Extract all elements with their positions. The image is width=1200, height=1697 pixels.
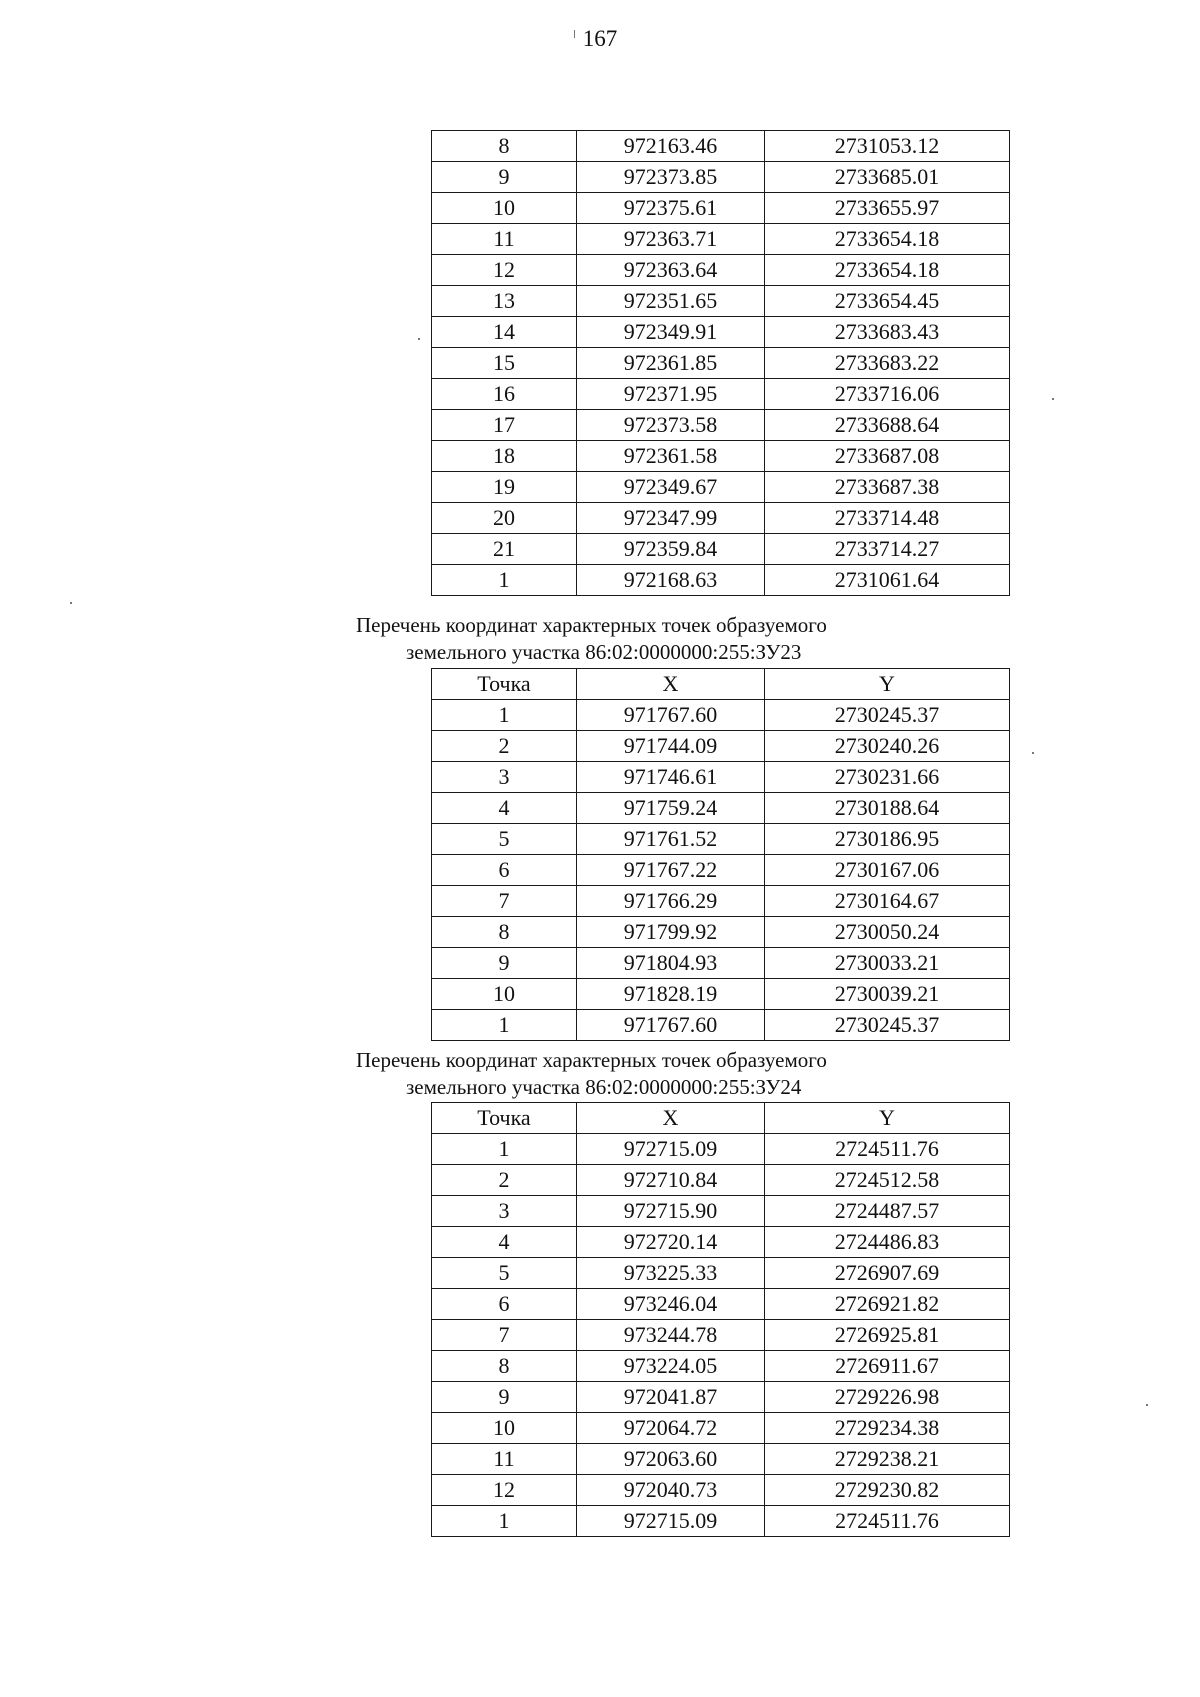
table-caption-line2: земельного участка 86:02:0000000:255:ЗУ23 (406, 640, 802, 664)
x-coordinate-cell: 971746.61 (577, 762, 765, 793)
x-coordinate-cell: 972349.67 (577, 472, 765, 503)
table-row (432, 979, 1010, 1010)
x-coordinate-cell: 972710.84 (577, 1165, 765, 1196)
scan-speck (574, 30, 575, 38)
y-coordinate-cell: 2733683.22 (765, 348, 1010, 379)
point-number-cell: 11 (432, 1444, 577, 1475)
point-number-cell: 1 (432, 700, 577, 731)
table-row (432, 1320, 1010, 1351)
column-header: Y (765, 669, 1010, 700)
x-coordinate-cell: 971767.22 (577, 855, 765, 886)
y-coordinate-cell: 2733687.38 (765, 472, 1010, 503)
scan-speck (1052, 398, 1054, 400)
y-coordinate-cell: 2729230.82 (765, 1475, 1010, 1506)
x-coordinate-cell: 971761.52 (577, 824, 765, 855)
y-coordinate-cell: 2726911.67 (765, 1351, 1010, 1382)
x-coordinate-cell: 971828.19 (577, 979, 765, 1010)
table-caption-line1: Перечень координат характерных точек образуемого (356, 613, 827, 637)
scan-speck (1146, 1404, 1148, 1406)
table-row (432, 1289, 1010, 1320)
y-coordinate-cell: 2724511.76 (765, 1506, 1010, 1537)
point-number-cell: 1 (432, 1010, 577, 1041)
table-row (432, 503, 1010, 534)
point-number-cell: 2 (432, 1165, 577, 1196)
y-coordinate-cell: 2729238.21 (765, 1444, 1010, 1475)
x-coordinate-cell: 971767.60 (577, 1010, 765, 1041)
x-coordinate-cell: 972168.63 (577, 565, 765, 596)
table-header (432, 669, 1010, 700)
x-coordinate-cell: 973224.05 (577, 1351, 765, 1382)
x-coordinate-cell: 972720.14 (577, 1227, 765, 1258)
point-number-cell: 5 (432, 1258, 577, 1289)
table-caption-line2: земельного участка 86:02:0000000:255:ЗУ24 (406, 1075, 802, 1099)
x-coordinate-cell: 972347.99 (577, 503, 765, 534)
point-number-cell: 13 (432, 286, 577, 317)
x-coordinate-cell: 972373.85 (577, 162, 765, 193)
y-coordinate-cell: 2724511.76 (765, 1134, 1010, 1165)
table-row (432, 1196, 1010, 1227)
point-number-cell: 21 (432, 534, 577, 565)
x-coordinate-cell: 972063.60 (577, 1444, 765, 1475)
point-number-cell: 6 (432, 855, 577, 886)
y-coordinate-cell: 2731061.64 (765, 565, 1010, 596)
table-row (432, 948, 1010, 979)
table-body (432, 700, 1010, 1041)
coordinates-table-continuation (431, 130, 1010, 596)
x-coordinate-cell: 972351.65 (577, 286, 765, 317)
table-row (432, 1165, 1010, 1196)
y-coordinate-cell: 2730033.21 (765, 948, 1010, 979)
y-coordinate-cell: 2729234.38 (765, 1413, 1010, 1444)
y-coordinate-cell: 2731053.12 (765, 131, 1010, 162)
table-row (432, 534, 1010, 565)
point-number-cell: 10 (432, 193, 577, 224)
x-coordinate-cell: 972715.09 (577, 1506, 765, 1537)
coordinates-table-zu23 (431, 668, 1010, 1041)
y-coordinate-cell: 2733655.97 (765, 193, 1010, 224)
table-caption-line1: Перечень координат характерных точек образуемого (356, 1048, 827, 1072)
point-number-cell: 10 (432, 979, 577, 1010)
y-coordinate-cell: 2733714.27 (765, 534, 1010, 565)
point-number-cell: 9 (432, 1382, 577, 1413)
y-coordinate-cell: 2726907.69 (765, 1258, 1010, 1289)
scan-speck (418, 338, 420, 340)
point-number-cell: 15 (432, 348, 577, 379)
table-body (432, 1134, 1010, 1537)
y-coordinate-cell: 2729226.98 (765, 1382, 1010, 1413)
table-row (432, 824, 1010, 855)
table-row (432, 1382, 1010, 1413)
table-row (432, 193, 1010, 224)
table-row (432, 286, 1010, 317)
table-body (432, 131, 1010, 596)
y-coordinate-cell: 2733654.45 (765, 286, 1010, 317)
point-number-cell: 4 (432, 793, 577, 824)
y-coordinate-cell: 2733685.01 (765, 162, 1010, 193)
point-number-cell: 1 (432, 1134, 577, 1165)
point-number-cell: 7 (432, 1320, 577, 1351)
point-number-cell: 9 (432, 162, 577, 193)
x-coordinate-cell: 971759.24 (577, 793, 765, 824)
x-coordinate-cell: 972715.90 (577, 1196, 765, 1227)
table-row (432, 348, 1010, 379)
table-row (432, 1475, 1010, 1506)
column-header: X (577, 1103, 765, 1134)
y-coordinate-cell: 2733716.06 (765, 379, 1010, 410)
table-header (432, 1103, 1010, 1134)
column-header: Y (765, 1103, 1010, 1134)
y-coordinate-cell: 2726925.81 (765, 1320, 1010, 1351)
point-number-cell: 17 (432, 410, 577, 441)
scan-speck (70, 602, 72, 604)
point-number-cell: 6 (432, 1289, 577, 1320)
table-row (432, 700, 1010, 731)
column-header: Точка (432, 1103, 577, 1134)
table-row (432, 1258, 1010, 1289)
x-coordinate-cell: 972363.64 (577, 255, 765, 286)
x-coordinate-cell: 971767.60 (577, 700, 765, 731)
x-coordinate-cell: 972373.58 (577, 410, 765, 441)
table-row (432, 917, 1010, 948)
x-coordinate-cell: 972363.71 (577, 224, 765, 255)
table-header-row (432, 669, 1010, 700)
table-row (432, 1413, 1010, 1444)
x-coordinate-cell: 971744.09 (577, 731, 765, 762)
point-number-cell: 16 (432, 379, 577, 410)
coordinates-table-zu24 (431, 1102, 1010, 1537)
table-row (432, 793, 1010, 824)
y-coordinate-cell: 2733688.64 (765, 410, 1010, 441)
x-coordinate-cell: 972361.85 (577, 348, 765, 379)
table-header-row (432, 1103, 1010, 1134)
point-number-cell: 8 (432, 917, 577, 948)
y-coordinate-cell: 2724512.58 (765, 1165, 1010, 1196)
table-row (432, 855, 1010, 886)
y-coordinate-cell: 2733714.48 (765, 503, 1010, 534)
y-coordinate-cell: 2730240.26 (765, 731, 1010, 762)
y-coordinate-cell: 2730186.95 (765, 824, 1010, 855)
table-row (432, 317, 1010, 348)
x-coordinate-cell: 973246.04 (577, 1289, 765, 1320)
point-number-cell: 7 (432, 886, 577, 917)
point-number-cell: 11 (432, 224, 577, 255)
point-number-cell: 18 (432, 441, 577, 472)
point-number-cell: 14 (432, 317, 577, 348)
point-number-cell: 9 (432, 948, 577, 979)
x-coordinate-cell: 973225.33 (577, 1258, 765, 1289)
table-row (432, 379, 1010, 410)
table-row (432, 1351, 1010, 1382)
table-row (432, 731, 1010, 762)
table-row (432, 224, 1010, 255)
y-coordinate-cell: 2730245.37 (765, 1010, 1010, 1041)
table-row (432, 886, 1010, 917)
y-coordinate-cell: 2730231.66 (765, 762, 1010, 793)
y-coordinate-cell: 2730050.24 (765, 917, 1010, 948)
y-coordinate-cell: 2733687.08 (765, 441, 1010, 472)
x-coordinate-cell: 972040.73 (577, 1475, 765, 1506)
point-number-cell: 8 (432, 131, 577, 162)
x-coordinate-cell: 972361.58 (577, 441, 765, 472)
point-number-cell: 3 (432, 762, 577, 793)
y-coordinate-cell: 2733683.43 (765, 317, 1010, 348)
x-coordinate-cell: 972163.46 (577, 131, 765, 162)
point-number-cell: 5 (432, 824, 577, 855)
y-coordinate-cell: 2730188.64 (765, 793, 1010, 824)
table-row (432, 1444, 1010, 1475)
table-row (432, 162, 1010, 193)
y-coordinate-cell: 2733654.18 (765, 255, 1010, 286)
y-coordinate-cell: 2730167.06 (765, 855, 1010, 886)
x-coordinate-cell: 971799.92 (577, 917, 765, 948)
y-coordinate-cell: 2730245.37 (765, 700, 1010, 731)
table-row (432, 1134, 1010, 1165)
x-coordinate-cell: 972041.87 (577, 1382, 765, 1413)
y-coordinate-cell: 2730164.67 (765, 886, 1010, 917)
table-row (432, 131, 1010, 162)
scan-speck (1032, 752, 1034, 754)
column-header: Точка (432, 669, 577, 700)
point-number-cell: 1 (432, 565, 577, 596)
point-number-cell: 4 (432, 1227, 577, 1258)
table-row (432, 565, 1010, 596)
x-coordinate-cell: 972371.95 (577, 379, 765, 410)
page-number: 167 (582, 26, 618, 51)
table-row (432, 410, 1010, 441)
y-coordinate-cell: 2730039.21 (765, 979, 1010, 1010)
x-coordinate-cell: 973244.78 (577, 1320, 765, 1351)
y-coordinate-cell: 2726921.82 (765, 1289, 1010, 1320)
table-row (432, 1506, 1010, 1537)
point-number-cell: 12 (432, 255, 577, 286)
point-number-cell: 20 (432, 503, 577, 534)
point-number-cell: 19 (432, 472, 577, 503)
table-row (432, 762, 1010, 793)
y-coordinate-cell: 2724487.57 (765, 1196, 1010, 1227)
table-row (432, 441, 1010, 472)
point-number-cell: 2 (432, 731, 577, 762)
column-header: X (577, 669, 765, 700)
x-coordinate-cell: 971804.93 (577, 948, 765, 979)
y-coordinate-cell: 2733654.18 (765, 224, 1010, 255)
point-number-cell: 1 (432, 1506, 577, 1537)
point-number-cell: 12 (432, 1475, 577, 1506)
point-number-cell: 3 (432, 1196, 577, 1227)
x-coordinate-cell: 972064.72 (577, 1413, 765, 1444)
point-number-cell: 10 (432, 1413, 577, 1444)
table-row (432, 472, 1010, 503)
table-row (432, 1010, 1010, 1041)
x-coordinate-cell: 972375.61 (577, 193, 765, 224)
table-row (432, 1227, 1010, 1258)
x-coordinate-cell: 972715.09 (577, 1134, 765, 1165)
x-coordinate-cell: 972349.91 (577, 317, 765, 348)
y-coordinate-cell: 2724486.83 (765, 1227, 1010, 1258)
table-row (432, 255, 1010, 286)
x-coordinate-cell: 972359.84 (577, 534, 765, 565)
point-number-cell: 8 (432, 1351, 577, 1382)
x-coordinate-cell: 971766.29 (577, 886, 765, 917)
